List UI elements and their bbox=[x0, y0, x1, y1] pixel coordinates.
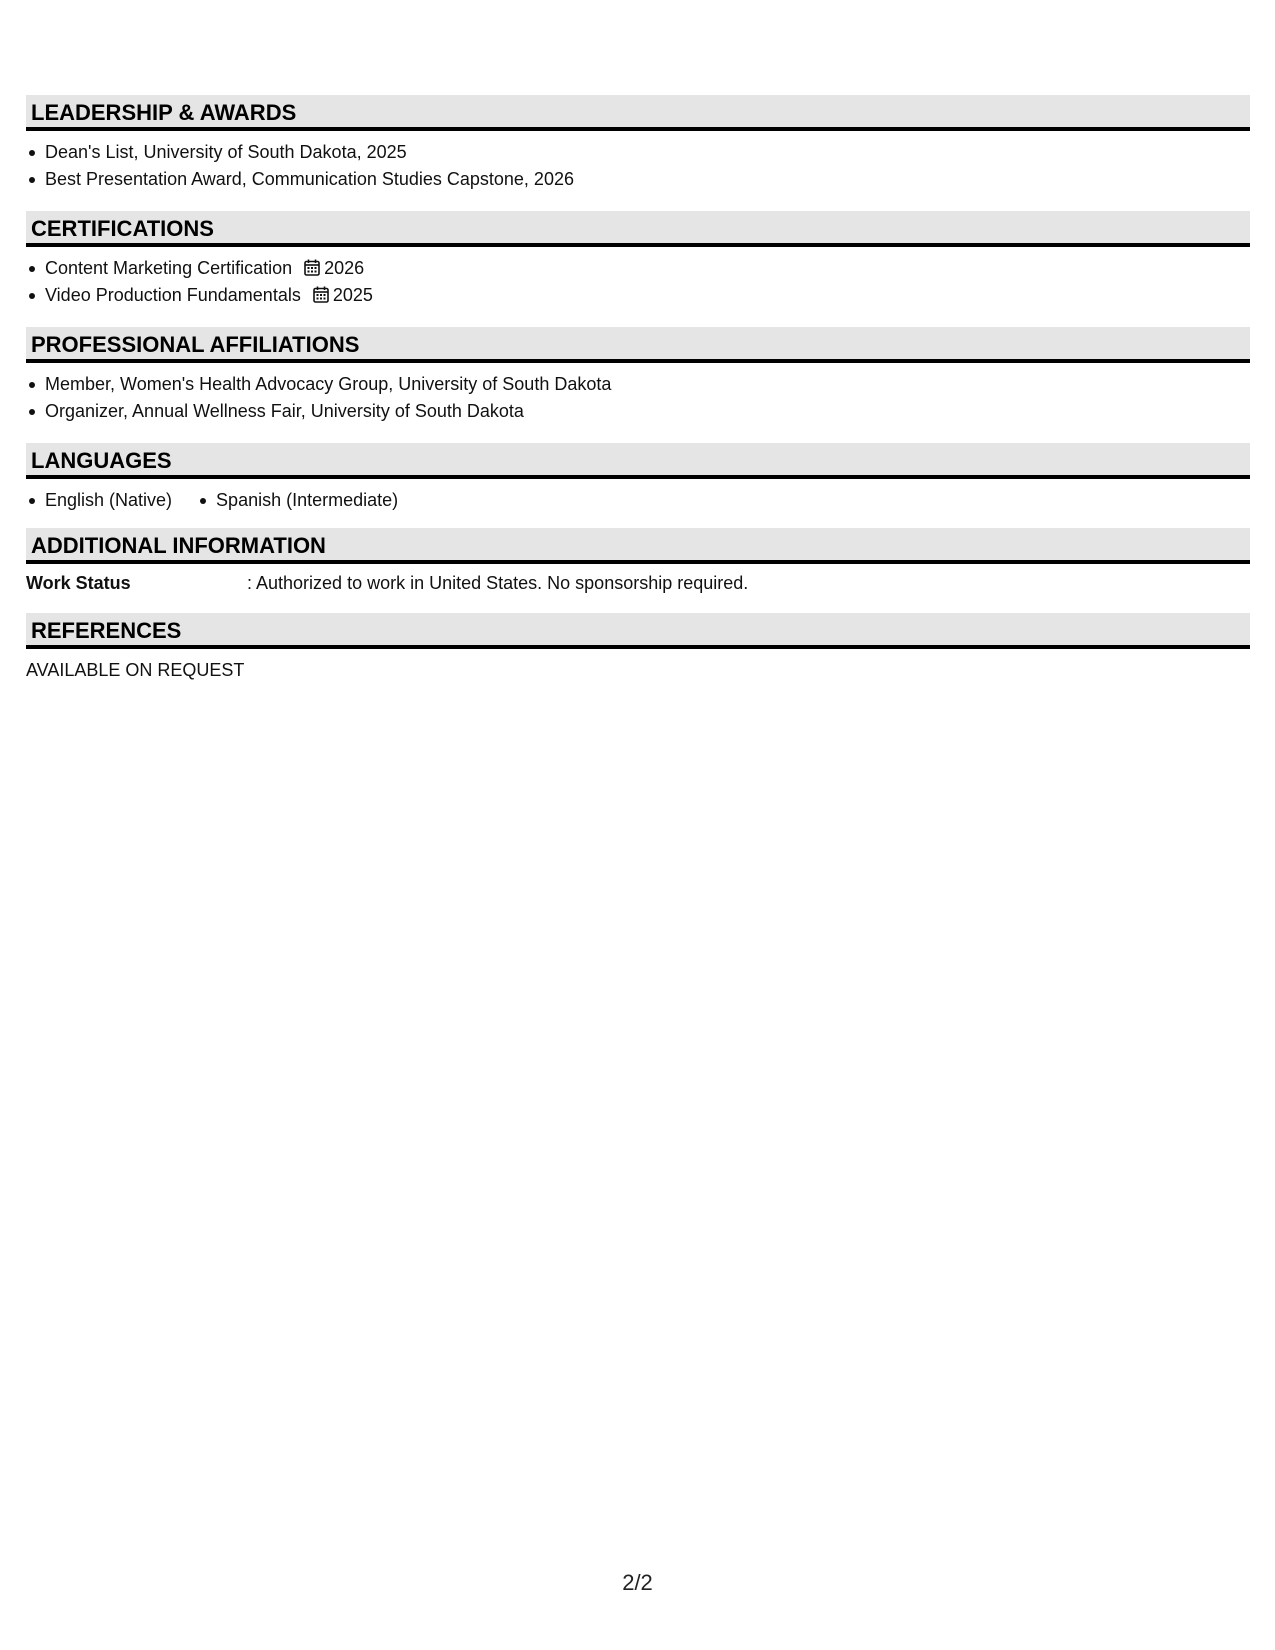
section-certifications bbox=[26, 211, 1250, 327]
list-item: Organizer, Annual Wellness Fair, University of South Dakota bbox=[45, 398, 1250, 425]
section-title-certifications: CERTIFICATIONS bbox=[26, 211, 1250, 247]
list-item: English (Native) bbox=[45, 487, 172, 514]
certifications-list bbox=[26, 255, 1250, 309]
certification-name: Content Marketing Certification bbox=[45, 258, 293, 278]
list-item: Best Presentation Award, Communication Studies Capstone, 2026 bbox=[45, 166, 1250, 193]
list-item bbox=[45, 282, 1250, 309]
page-number: 2/2 bbox=[622, 1570, 653, 1595]
section-professional-affiliations bbox=[26, 327, 1250, 443]
list-item: Spanish (Intermediate) bbox=[216, 487, 398, 514]
certification-year: 2025 bbox=[332, 285, 373, 305]
list-item: Member, Women's Health Advocacy Group, University of South Dakota bbox=[45, 371, 1250, 398]
list-item bbox=[45, 255, 1250, 282]
languages-list bbox=[26, 487, 1250, 514]
section-title-leadership-awards: LEADERSHIP & AWARDS bbox=[26, 95, 1250, 131]
certification-year: 2026 bbox=[324, 258, 365, 278]
list-item: Dean's List, University of South Dakota, 2025 bbox=[45, 139, 1250, 166]
section-leadership-awards bbox=[26, 95, 1250, 211]
work-status-value: : Authorized to work in United States. No sponsorship required. bbox=[247, 573, 749, 593]
section-references bbox=[26, 613, 1250, 684]
section-title-additional-information: ADDITIONAL INFORMATION bbox=[26, 528, 1250, 564]
affiliations-list bbox=[26, 371, 1250, 425]
resume-page bbox=[26, 95, 1250, 684]
work-status-row bbox=[26, 564, 1250, 613]
section-additional-information bbox=[26, 528, 1250, 613]
section-title-languages: LANGUAGES bbox=[26, 443, 1250, 479]
section-title-professional-affiliations: PROFESSIONAL AFFILIATIONS bbox=[26, 327, 1250, 363]
calendar-icon bbox=[313, 286, 329, 303]
work-status-label: Work Status bbox=[26, 573, 131, 593]
calendar-icon bbox=[304, 259, 320, 276]
section-title-references: REFERENCES bbox=[26, 613, 1250, 649]
section-languages bbox=[26, 443, 1250, 528]
references-text: AVAILABLE ON REQUEST bbox=[26, 660, 245, 680]
leadership-awards-list bbox=[26, 139, 1250, 193]
certification-name: Video Production Fundamentals bbox=[45, 285, 301, 305]
